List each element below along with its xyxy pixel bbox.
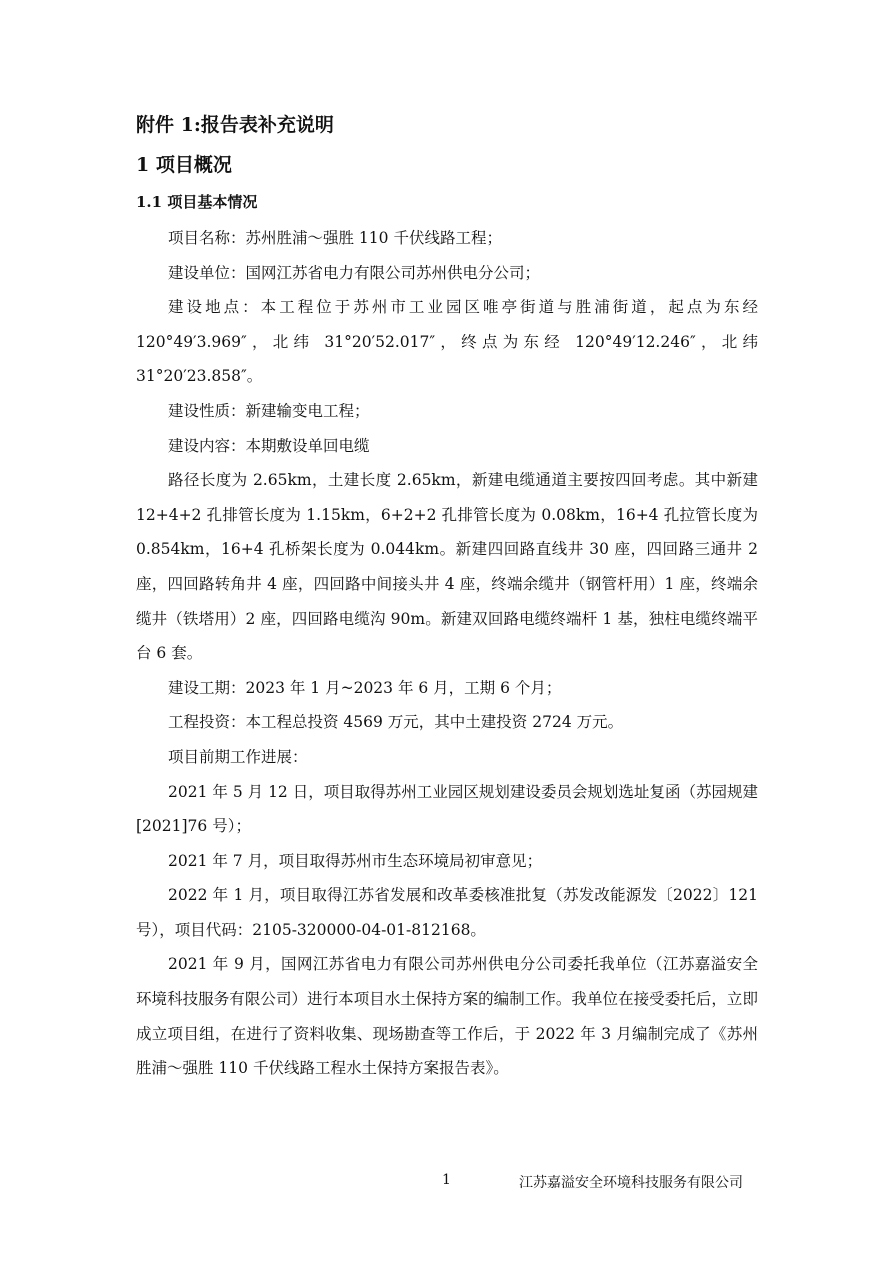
attachment-title: 附件 1:报告表补充说明	[136, 114, 334, 136]
paragraph-construction-unit: 建设单位：国网江苏省电力有限公司苏州供电分公司；	[168, 263, 541, 282]
paragraph-progress-2021-05: 2021 年 5 月 12 日，项目取得苏州工业园区规划建设委员会规划选址复函（苏园规建[2021]76 号）；	[136, 782, 758, 836]
paragraph-construction-nature: 建设性质：新建输变电工程；	[168, 401, 370, 420]
paragraph-progress-2021-07: 2021 年 7 月，项目取得苏州市生态环境局初审意见；	[168, 851, 543, 870]
paragraph-progress-heading: 项目前期工作进展：	[168, 747, 308, 766]
paragraph-commission: 2021 年 9 月，国网江苏省电力有限公司苏州供电分公司委托我单位（江苏嘉溢安全环境科技服务有限公司）进行本项目水土保持方案的编制工作。我单位在接受委托后，立即成立项目组，在进行了资料收集、现场勘查等工作后，于 2022 年 3 月编制完成了《苏州胜浦～强胜 110 千伏线路工程水土保持方案报告表》。	[136, 955, 758, 1078]
paragraph-route-details: 路径长度为 2.65km，土建长度 2.65km，新建电缆通道主要按四回考虑。其中新建 12+4+2 孔排管长度为 1.15km，6+2+2 孔排管长度为 0.08km，16+4 孔拉管长度为 0.854km，16+4 孔桥架长度为 0.044km。新建四回路直线井 30 座，四回路三通井 2 座，四回路转角井 4 座，四回路中间接头井 4 座，终端余缆井（钢管杆用）1 座，终端余缆井（铁塔用）2 座，四回路电缆沟 90m。新建双回路电缆终端杆 1 基，独柱电缆终端平台 6 套。	[136, 471, 758, 663]
paragraph-progress-2022-01: 2022 年 1 月，项目取得江苏省发展和改革委核准批复（苏发改能源发〔2022〕121 号），项目代码：2105-320000-04-01-812168。	[136, 886, 758, 939]
paragraph-construction-period: 建设工期：2023 年 1 月~2023 年 6 月，工期 6 个月；	[168, 678, 562, 697]
paragraph-project-name: 项目名称：苏州胜浦～强胜 110 千伏线路工程；	[168, 229, 502, 247]
document-body	[136, 221, 758, 1086]
footer-organization: 江苏嘉溢安全环境科技服务有限公司	[519, 1175, 743, 1191]
paragraph-investment: 工程投资：本工程总投资 4569 万元，其中土建投资 2724 万元。	[168, 713, 624, 732]
subsection-title: 1.1 项目基本情况	[136, 193, 258, 211]
paragraph-construction-content: 建设内容：本期敷设单回电缆	[168, 436, 370, 455]
paragraph-construction-location: 建设地点：本工程位于苏州市工业园区唯亭街道与胜浦街道，起点为东经 120°49′3.969″，北纬 31°20′52.017″，终点为东经 120°49′12.246″，北纬 31°20′23.858″。	[136, 298, 758, 386]
page-number: 1	[442, 1172, 451, 1188]
section-title: 1 项目概况	[136, 154, 232, 176]
